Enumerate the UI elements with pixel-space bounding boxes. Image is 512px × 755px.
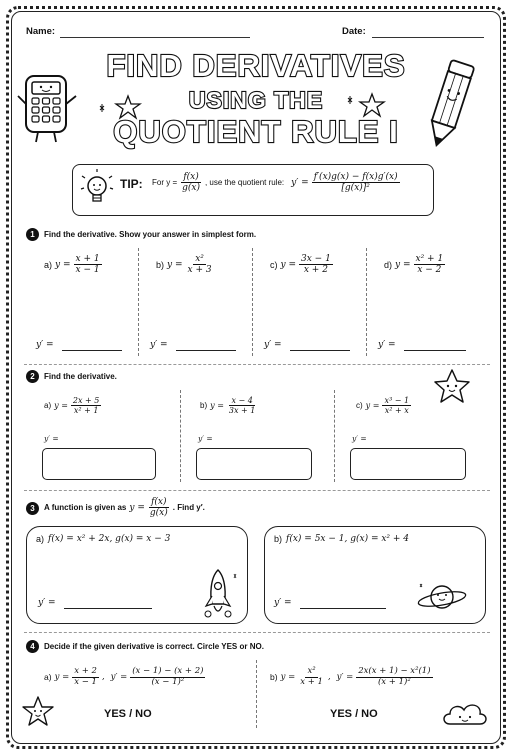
tip-rule-num: f′(x)g(x) − f(x)g′(x) (313, 172, 398, 182)
frac-num: (x − 1) − (x + 2) (132, 666, 204, 676)
problem-label: a) (44, 672, 52, 683)
frac-den: x² + 1 (73, 406, 99, 416)
frac-den: x − 1 (75, 265, 100, 276)
problem-label: a) (44, 401, 52, 411)
frac-num: x + 1 (75, 254, 100, 264)
problem-lhs: y = (210, 401, 224, 411)
s2-problem-c (356, 396, 411, 415)
divider (180, 390, 181, 482)
yes-no-choice-a[interactable]: YES / NO (104, 708, 152, 720)
section-3-number: 3 (26, 502, 39, 515)
answer-label: y′ = (274, 598, 292, 608)
divider (366, 248, 367, 356)
answer-label: y′ = (352, 434, 367, 443)
frac-num: f(x) (151, 497, 167, 507)
yes-no-choice-b[interactable]: YES / NO (330, 708, 378, 720)
problem-lhs: y = (280, 259, 296, 270)
tip-text-middle: , use the quotient rule: (204, 178, 285, 188)
divider (252, 248, 253, 356)
frac-den: x² + x (384, 406, 409, 416)
s3-problem-b (274, 534, 409, 544)
planet-icon (414, 578, 470, 616)
s4-problem-a (44, 667, 205, 688)
problem-text: f(x) = 5x − 1, g(x) = x² + 4 (286, 534, 410, 544)
answer-box-2a[interactable] (42, 448, 156, 480)
problem-text: f(x) = x² + 2x, g(x) = x − 3 (48, 534, 171, 544)
frac-den: x + 3 (187, 265, 212, 276)
section-1-title: Find the derivative. Show your answer in simplest form. (44, 230, 257, 239)
answer-line-1d[interactable] (404, 350, 466, 351)
divider (138, 248, 139, 356)
problem-label: a) (36, 534, 45, 544)
frac-num: 2x(x + 1) − x²(1) (358, 666, 431, 676)
tip-fraction (180, 172, 202, 194)
answer-line-1b[interactable] (176, 350, 236, 351)
s1-problem-d (384, 254, 445, 276)
calculator-icon (14, 70, 84, 150)
star-icon (92, 92, 152, 126)
star-icon (342, 90, 394, 124)
section-1-number: 1 (26, 228, 39, 241)
frac-num: 2x + 5 (72, 396, 100, 405)
section-4-title: Decide if the given derivative is correct. Circle YES or NO. (44, 642, 264, 651)
problem-lhs: y = (280, 672, 296, 683)
s2-problem-b (200, 396, 257, 415)
problem-lhs: y = (395, 259, 411, 270)
title-line-3: QUOTIENT RULE I (113, 114, 399, 149)
divider (334, 390, 335, 482)
frac-num: 3x − 1 (301, 254, 331, 264)
answer-line-1c[interactable] (290, 350, 350, 351)
answer-label: y′ = (38, 598, 56, 608)
tip-frac-den: g(x) (182, 183, 200, 194)
section-4-number: 4 (26, 640, 39, 653)
separator: , (101, 672, 105, 683)
frac-num: x² + 1 (415, 254, 444, 264)
answer-line-3b[interactable] (300, 608, 386, 609)
section-3-title-end: . Find y′. (172, 503, 205, 513)
tip-label: TIP: (120, 177, 143, 191)
answer-label: y′ = (198, 434, 213, 443)
frac-den: 3x + 1 (228, 406, 256, 416)
problem-lhs: y = (54, 401, 68, 411)
problem-label: b) (270, 672, 278, 683)
frac-num: x² (307, 666, 316, 676)
frac-den: x + 2 (303, 265, 328, 276)
divider (256, 660, 257, 728)
frac-num: x + 2 (74, 666, 97, 676)
rocket-icon (196, 566, 240, 622)
answer-label: y′ = (150, 340, 168, 350)
pencil-icon (414, 54, 490, 160)
frac-den: x − 1 (74, 676, 97, 687)
s1-problem-a (44, 254, 102, 276)
problem-lhs: y = (167, 259, 183, 270)
problem-lhs: y = (54, 672, 70, 683)
section-3-title-lhs: y = (129, 502, 145, 513)
frac-den: (x − 1)² (151, 676, 185, 687)
section-divider (24, 490, 490, 491)
date-field[interactable] (372, 28, 484, 38)
frac-num: x³ − 1 (384, 396, 410, 405)
star-icon (432, 368, 472, 404)
frac-den: x + 1 (300, 676, 323, 687)
frac-den: (x + 1)² (377, 676, 411, 687)
problem-label: b) (156, 259, 165, 270)
section-divider (24, 364, 490, 365)
problem-lhs: y = (365, 401, 380, 411)
lightbulb-icon (80, 168, 114, 212)
section-divider (24, 632, 490, 633)
answer-line-1a[interactable] (62, 350, 122, 351)
problem-label: a) (44, 259, 53, 270)
problem-label: c) (270, 259, 278, 270)
separator: , (327, 672, 331, 683)
title-line-1: FIND DERIVATIVES (106, 48, 406, 83)
problem-lhs: y = (55, 259, 71, 270)
answer-box-2c[interactable] (350, 448, 466, 480)
s4-problem-b (270, 667, 433, 688)
frac-num: x² (195, 254, 204, 264)
tip-rule-lhs: y′ = (291, 177, 309, 188)
title-line-2: USING THE (188, 87, 324, 113)
answer-label: y′ = (36, 340, 54, 350)
frac-den: x − 2 (417, 265, 442, 276)
section-2-title: Find the derivative. (44, 372, 117, 381)
tip-text-before: For y = (152, 178, 178, 188)
star-icon (20, 694, 56, 730)
answer-line-3a[interactable] (64, 608, 152, 609)
tip-frac-num: f(x) (183, 172, 199, 182)
problem-label: b) (200, 401, 208, 411)
date-label: Date: (342, 26, 366, 37)
derivative-lhs: y′ = (110, 672, 128, 683)
frac-den: g(x) (149, 508, 168, 519)
s3-problem-a (36, 534, 170, 544)
derivative-lhs: y′ = (336, 672, 354, 683)
frac-num: x − 4 (231, 396, 253, 405)
name-label: Name: (26, 26, 56, 37)
s2-problem-a (44, 396, 101, 415)
answer-box-2b[interactable] (196, 448, 312, 480)
answer-label: y′ = (264, 340, 282, 350)
s1-problem-c (270, 254, 333, 276)
name-field[interactable] (60, 28, 250, 38)
section-3-title (44, 497, 205, 519)
section-3-title-text: A function is given as (44, 503, 127, 513)
problem-label: d) (384, 259, 393, 270)
problem-label: c) (356, 401, 363, 411)
cloud-icon (440, 696, 490, 730)
answer-label: y′ = (44, 434, 59, 443)
section-2-number: 2 (26, 370, 39, 383)
tip-rule-den: [g(x)]² (341, 183, 370, 194)
answer-label: y′ = (378, 340, 396, 350)
tip-formula (152, 172, 400, 194)
s1-problem-b (156, 254, 214, 276)
tip-rule-fraction (312, 172, 400, 194)
problem-label: b) (274, 534, 283, 544)
